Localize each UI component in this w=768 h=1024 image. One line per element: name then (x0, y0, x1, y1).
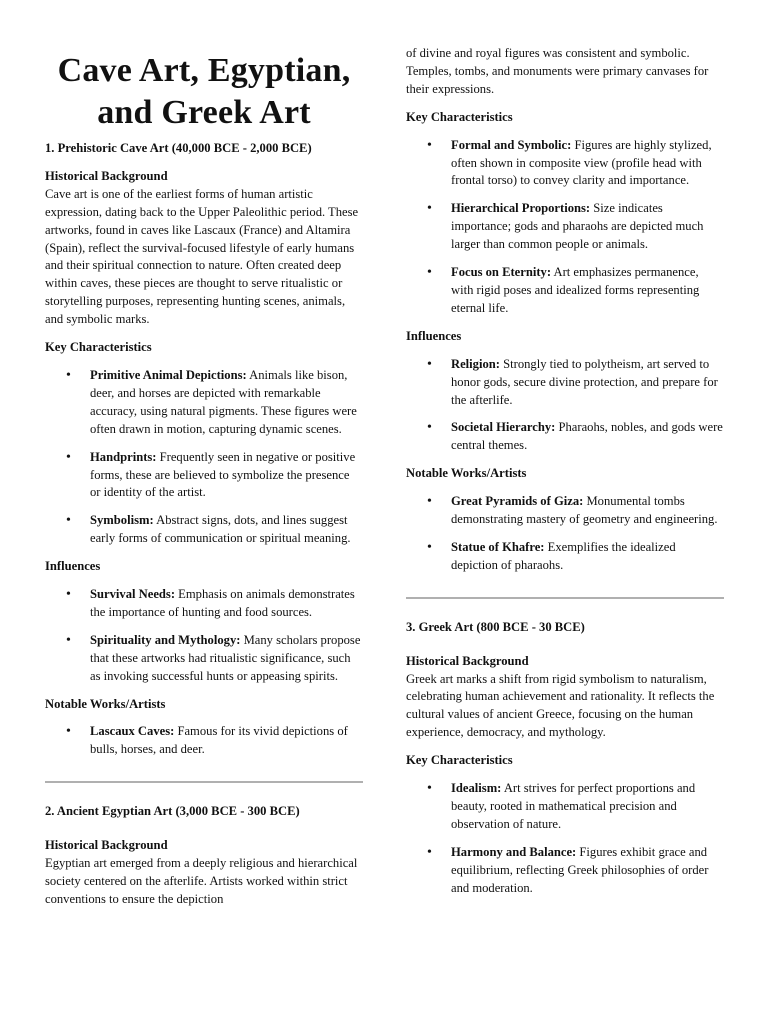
item-text: Abstract signs, dots, and lines suggest early forms of communication or spiritual meaning. (90, 513, 351, 546)
cave-works-heading: Notable Works/Artists (45, 696, 166, 711)
egypt-background-text: Egyptian art emerged from a deeply religious and hierarchical society centered on the afterlife. Artists worked within strict conventions to ensure the depiction (45, 856, 358, 906)
item-text: Art emphasizes permanence, with rigid poses and idealized forms representing eternal life. (451, 265, 700, 315)
item-term: Handprints: (90, 449, 157, 464)
item-text: Figures exhibit grace and equilibrium, reflecting Greek philosophies of order and moderation. (451, 844, 709, 895)
item-term: Lascaux Caves: (90, 724, 175, 739)
egypt-works-list (406, 493, 724, 575)
document-title: Cave Art, Egyptian, and Greek Art (57, 52, 351, 131)
list-item (406, 356, 724, 410)
item-term: Formal and Symbolic: (451, 137, 572, 152)
left-column (45, 0, 363, 919)
list-item (406, 780, 724, 834)
egypt-background-heading: Historical Background (45, 838, 168, 853)
list-item (45, 512, 363, 548)
list-item (406, 493, 724, 529)
list-item (406, 419, 724, 455)
item-term: Spirituality and Mythology: (90, 632, 241, 647)
greek-background-text: Greek art marks a shift from rigid symbolism to naturalism, celebrating human achievement and rationality. It reflects the cultural values of ancient Greece, focusing on the human experience, democracy, and mythology. (406, 671, 715, 740)
item-term: Primitive Animal Depictions: (90, 367, 247, 382)
item-term: Religion: (451, 356, 500, 371)
egypt-background-text-continued: of divine and royal figures was consistent and symbolic. Temples, tombs, and monuments were primary canvases for their expressions. (406, 46, 709, 96)
list-item (406, 200, 724, 254)
greek-section-heading: 3. Greek Art (800 BCE - 30 BCE) (406, 619, 585, 634)
item-text: Emphasis on animals demonstrates the importance of hunting and food sources. (90, 587, 355, 619)
section-divider (45, 781, 363, 783)
item-term: Great Pyramids of Giza: (451, 494, 584, 509)
list-item (406, 137, 724, 191)
list-item (45, 632, 363, 686)
item-text: Pharaohs, nobles, and gods were central themes. (451, 420, 723, 453)
item-term: Societal Hierarchy: (451, 420, 556, 435)
list-item (406, 844, 724, 898)
item-text: Exemplifies the idealized depiction of pharaohs. (451, 539, 676, 572)
item-text: Monumental tombs demonstrating mastery of geometry and engineering. (451, 494, 718, 527)
greek-background-heading: Historical Background (406, 653, 529, 668)
egypt-key-list (406, 137, 724, 318)
item-text: Figures are highly stylized, often shown in composite view (profile head with frontal torso) to convey clarity and importance. (451, 137, 712, 188)
cave-works-list (45, 723, 363, 759)
list-item (45, 367, 363, 439)
greek-key-heading: Key Characteristics (406, 753, 513, 768)
cave-key-list (45, 367, 363, 548)
section-divider (406, 597, 724, 599)
item-text: Size indicates importance; gods and pharaohs are depicted much larger than common people or animals. (451, 201, 704, 252)
egypt-works-heading: Notable Works/Artists (406, 466, 527, 481)
item-term: Idealism: (451, 781, 502, 796)
item-text: Famous for its vivid depictions of bulls, horses, and deer. (90, 724, 348, 757)
right-column (406, 45, 724, 908)
item-term: Harmony and Balance: (451, 844, 577, 859)
egypt-key-heading: Key Characteristics (406, 109, 513, 124)
item-term: Statue of Khafre: (451, 539, 545, 554)
item-text: Many scholars propose that these artworks had ritualistic significance, such as invoking successful hunts or appeasing spirits. (90, 632, 361, 683)
item-text: Art strives for perfect proportions and beauty, rooted in mathematical precision and observation of nature. (451, 781, 696, 831)
item-text: Strongly tied to polytheism, art served to honor gods, secure divine protection, and prepare for the afterlife. (451, 356, 718, 407)
greek-key-list (406, 780, 724, 897)
egypt-influences-list (406, 356, 724, 456)
item-text: Frequently seen in negative or positive forms, these are believed to symbolize the presence or identity of the artist. (90, 449, 356, 500)
egypt-influences-heading: Influences (406, 328, 462, 343)
list-item (45, 723, 363, 759)
list-item (406, 539, 724, 575)
cave-section-heading: 1. Prehistoric Cave Art (40,000 BCE - 2,000 BCE) (45, 141, 312, 155)
list-item (45, 586, 363, 622)
cave-influences-list (45, 586, 363, 686)
item-term: Focus on Eternity: (451, 265, 552, 280)
list-item (406, 264, 724, 318)
cave-background-text: Cave art is one of the earliest forms of human artistic expression, dating back to the Upper Paleolithic period. These artworks, found in caves like Lascaux (France) and Altamira (Spain), reflect the survival-focused lifestyle of early humans and their spiritual connection to nature. Often created deep within caves, these pieces are thought to serve ritualistic or storytelling purposes, representing hunting scenes, animals, and symbolic marks. (45, 186, 359, 327)
egypt-section-heading: 2. Ancient Egyptian Art (3,000 BCE - 300 BCE) (45, 804, 300, 819)
item-term: Hierarchical Proportions: (451, 201, 591, 216)
cave-background-heading: Historical Background (45, 168, 168, 183)
item-term: Symbolism: (90, 513, 154, 528)
cave-key-heading: Key Characteristics (45, 340, 152, 355)
item-term: Survival Needs: (90, 587, 176, 602)
list-item (45, 449, 363, 503)
item-text: Animals like bison, deer, and horses are depicted with remarkable accuracy, using natural pigments. These figures were often drawn in motion, capturing dynamic scenes. (90, 367, 357, 436)
cave-influences-heading: Influences (45, 559, 101, 574)
